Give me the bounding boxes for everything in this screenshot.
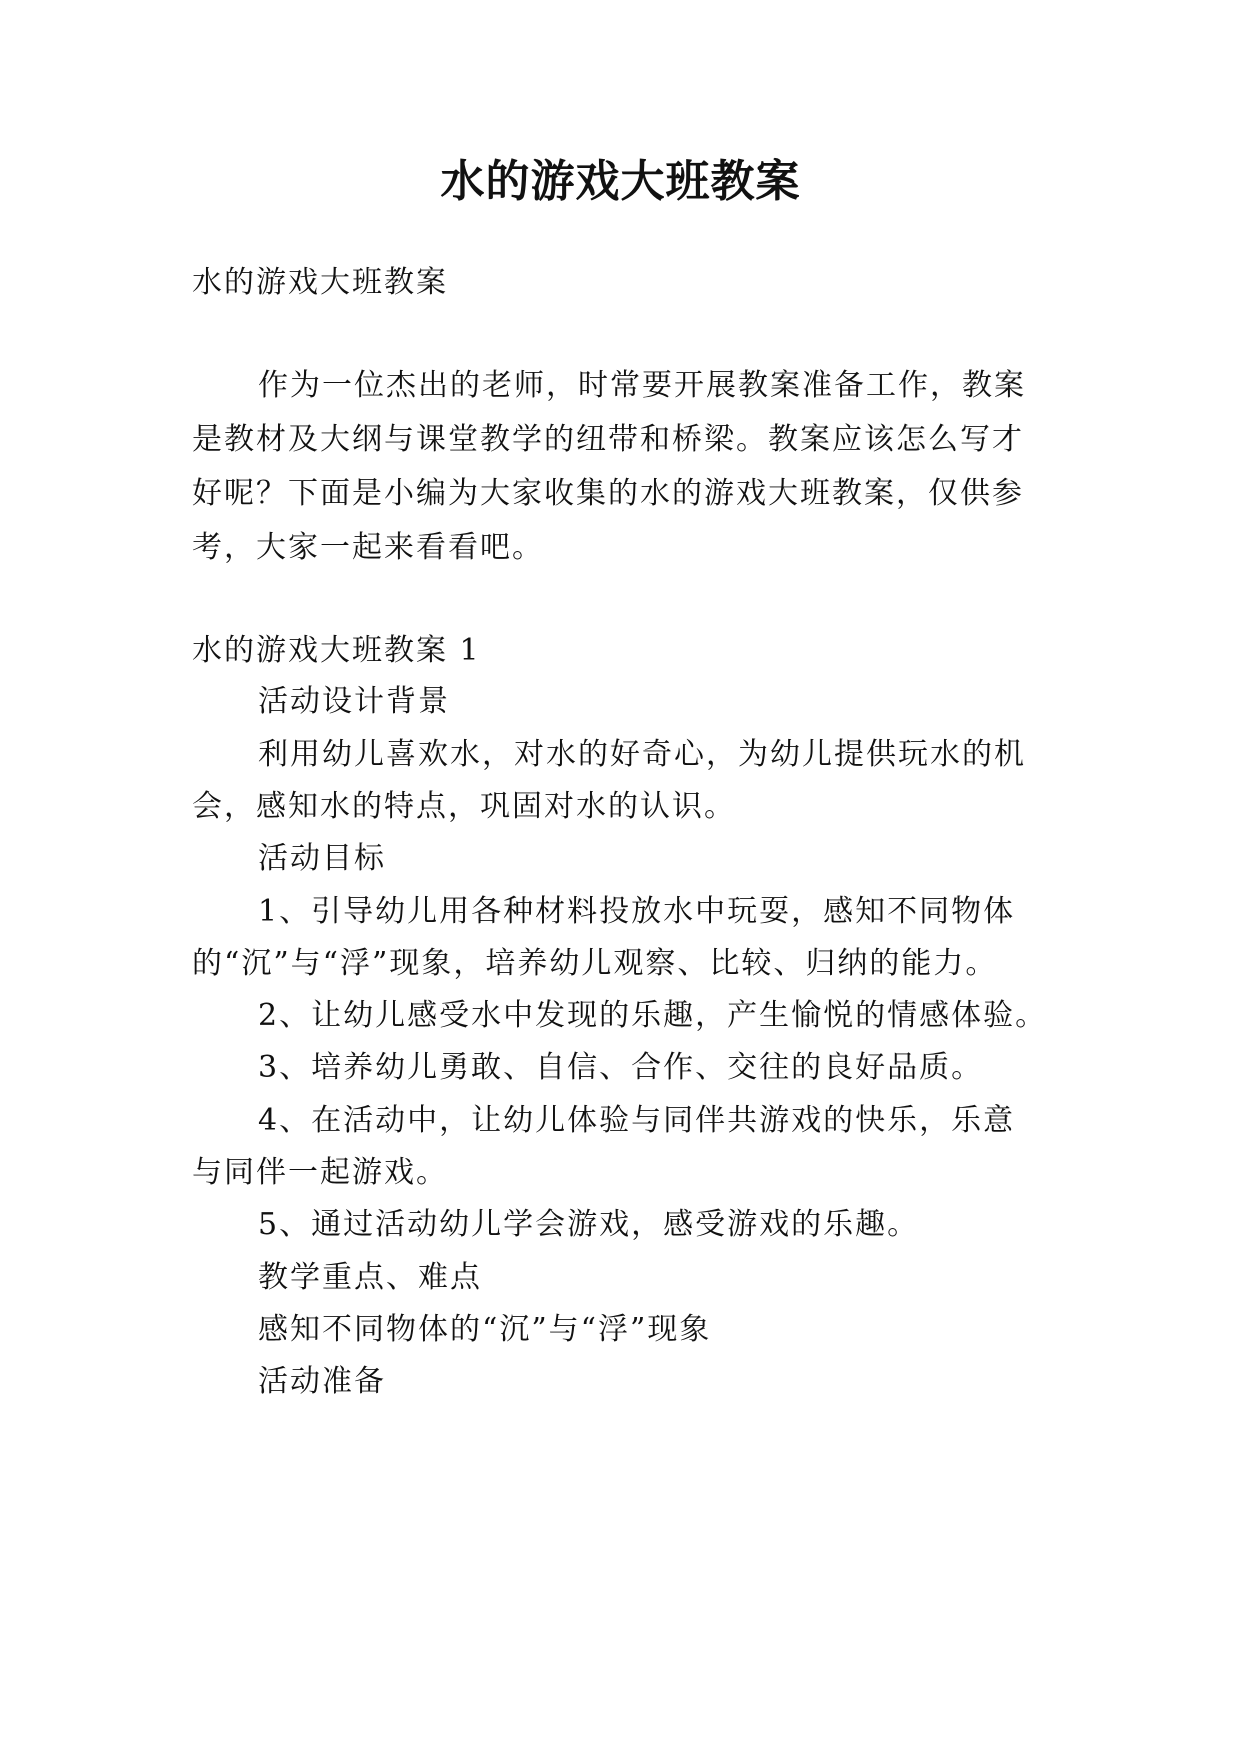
section-title: 水的游戏大班教案 1 [192,633,481,668]
goal-line-3: 2、让幼儿感受水中发现的乐趣，产生愉悦的情感体验。 [258,998,1048,1033]
goal-line-4: 3、培养幼儿勇敢、自信、合作、交往的良好品质。 [258,1050,984,1085]
goals-heading: 活动目标 [258,841,386,876]
background-line-1: 利用幼儿喜欢水，对水的好奇心，为幼儿提供玩水的机 [258,737,1026,772]
goal-line-1: 1、引导幼儿用各种材料投放水中玩耍，感知不同物体 [258,894,1016,929]
intro-line-3: 好呢？下面是小编为大家收集的水的游戏大班教案，仅供参 [192,476,1024,511]
intro-line-1: 作为一位杰出的老师，时常要开展教案准备工作，教案 [258,368,1026,403]
goal-line-6: 与同伴一起游戏。 [192,1155,448,1190]
background-heading: 活动设计背景 [258,684,450,719]
key-points-heading: 教学重点、难点 [258,1260,482,1295]
document-subtitle: 水的游戏大班教案 [192,265,448,300]
intro-line-4: 考，大家一起来看看吧。 [192,530,544,565]
document-title: 水的游戏大班教案 [440,156,801,207]
goal-line-7: 5、通过活动幼儿学会游戏，感受游戏的乐趣。 [258,1207,920,1242]
preparation-heading: 活动准备 [258,1364,386,1399]
intro-line-2: 是教材及大纲与课堂教学的纽带和桥梁。教案应该怎么写才 [192,422,1024,457]
goal-line-2: 的“沉”与“浮”现象，培养幼儿观察、比较、归纳的能力。 [192,946,998,981]
goal-line-5: 4、在活动中，让幼儿体验与同伴共游戏的快乐，乐意 [258,1103,1016,1138]
key-points-text: 感知不同物体的“沉”与“浮”现象 [258,1312,712,1347]
background-line-2: 会，感知水的特点，巩固对水的认识。 [192,789,736,824]
